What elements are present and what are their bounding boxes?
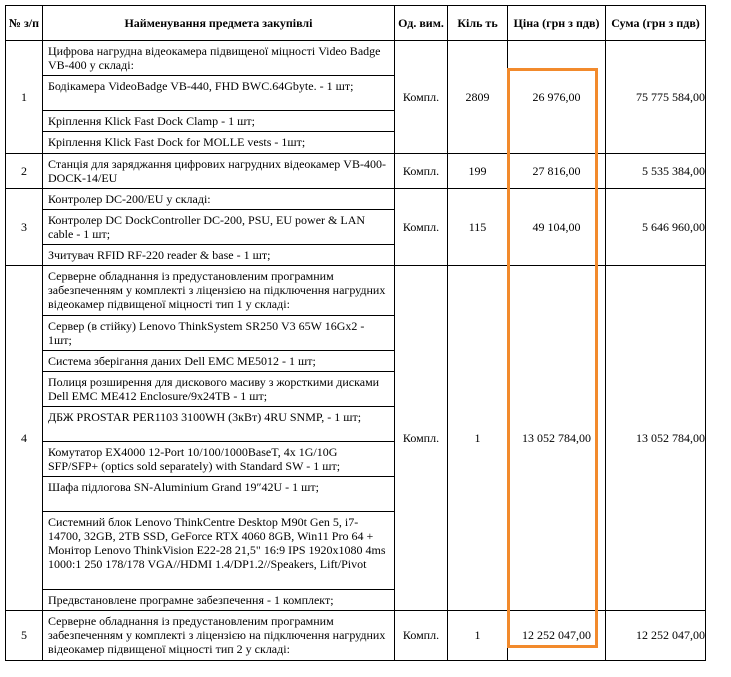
item-line: Шафа підлогова SN-Aluminium Grand 19″42U - 1 шт; (43, 477, 394, 512)
row-num: 2 (6, 154, 43, 189)
row-num: 4 (6, 266, 43, 611)
row-items (43, 189, 395, 266)
item-line: Сервер (в стійку) Lenovo ThinkSystem SR250 V3 65W 16Gx2 - 1шт; (43, 316, 394, 351)
header-row (6, 6, 706, 41)
item-line: Системний блок Lenovo ThinkCentre Desktop M90t Gen 5, i7-14700, 32GB, 2TB SSD, GeForce RTX 4060 8GB, Win11 Pro 64 + Монітор Lenovo ThinkVision E22-28 21,5" 16:9 IPS 1920x1080 4ms 1000:1 250 178/178 VGA//HDMI 1.4/DP1.2//Speakers, Lift/Pivot (43, 512, 394, 590)
header-sum: Сума (грн з пдв) (606, 6, 706, 41)
row-unit: Компл. (395, 611, 448, 661)
row-price: 13 052 784,00 (508, 266, 606, 611)
procurement-table (5, 5, 706, 661)
row-num: 5 (6, 611, 43, 661)
item-line: Цифрова нагрудна відеокамера підвищеної міцності Video Badge VB-400 у складі: (43, 41, 394, 76)
row-sum: 75 775 584,00 (606, 41, 706, 154)
item-line: Бодікамера VideoBadge VB-440, FHD BWC.64Gbyte. - 1 шт; (43, 76, 394, 111)
table-row (6, 266, 706, 611)
item-line: Предвстановлене програмне забезпечення - 1 комплект; (48, 593, 334, 607)
row-sum: 12 252 047,00 (606, 611, 706, 661)
row-num: 1 (6, 41, 43, 154)
header-qty: Кіль ть (448, 6, 508, 41)
row-qty: 115 (448, 189, 508, 266)
item-line: Кріплення Klick Fast Dock Clamp - 1 шт; (43, 111, 394, 132)
row-items (43, 41, 395, 154)
row-items (43, 154, 395, 189)
row-items (43, 266, 395, 611)
header-price: Ціна (грн з пдв) (508, 6, 606, 41)
table-row (6, 41, 706, 154)
row-price: 49 104,00 (508, 189, 606, 266)
item-line: Станція для заряджання цифрових нагрудних відеокамер VB-400-DOCK-14/EU (48, 157, 386, 185)
row-price: 12 252 047,00 (508, 611, 606, 661)
item-line: Комутатор EX4000 12-Port 10/100/1000BaseT, 4x 1G/10G SFP/SFP+ (optics sold separately) with Standard SW - 1 шт; (43, 442, 394, 477)
item-line: Полиця розширення для дискового масиву з жорсткими дисками Dell EMC ME412 Enclosure/9x24TB - 1 шт; (43, 372, 394, 407)
header-name: Найменування предмета закупівлі (43, 6, 395, 41)
row-unit: Компл. (395, 154, 448, 189)
header-num: № з/п (6, 6, 43, 41)
row-items (43, 611, 395, 661)
row-price: 26 976,00 (508, 41, 606, 154)
row-price: 27 816,00 (508, 154, 606, 189)
row-qty: 1 (448, 266, 508, 611)
item-line: Кріплення Klick Fast Dock for MOLLE vests - 1шт; (48, 135, 306, 149)
table-row (6, 154, 706, 189)
item-line: Контролер DC DockController DC-200, PSU, EU power & LAN cable - 1 шт; (43, 210, 394, 245)
table-row (6, 611, 706, 661)
item-line: Серверне обладнання із предустановленим програмним забезпеченням у комплекті з ліцензією на підключення нагрудних відеокамер підвищеної міцності тип 2 у складі: (48, 614, 386, 656)
row-unit: Компл. (395, 189, 448, 266)
row-num: 3 (6, 189, 43, 266)
row-sum: 5 535 384,00 (606, 154, 706, 189)
item-line: ДБЖ PROSTAR PER1103 3100WH (3кВт) 4RU SNMP, - 1 шт; (43, 407, 394, 442)
row-unit: Компл. (395, 41, 448, 154)
row-sum: 13 052 784,00 (606, 266, 706, 611)
row-sum: 5 646 960,00 (606, 189, 706, 266)
header-unit: Од. вим. (395, 6, 448, 41)
item-line: Контролер DC-200/EU у складі: (43, 189, 394, 210)
item-line: Серверне обладнання із предустановленим програмним забезпеченням у комплекті з ліцензією на підключення нагрудних відеокамер підвищеної міцності тип 1 у складі: (43, 266, 394, 316)
item-line: Зчитувач RFID RF-220 reader & base - 1 шт; (48, 248, 271, 262)
table-row (6, 189, 706, 266)
row-qty: 199 (448, 154, 508, 189)
item-line: Система зберігання даних Dell EMC ME5012 - 1 шт; (43, 351, 394, 372)
row-qty: 1 (448, 611, 508, 661)
row-unit: Компл. (395, 266, 448, 611)
row-qty: 2809 (448, 41, 508, 154)
